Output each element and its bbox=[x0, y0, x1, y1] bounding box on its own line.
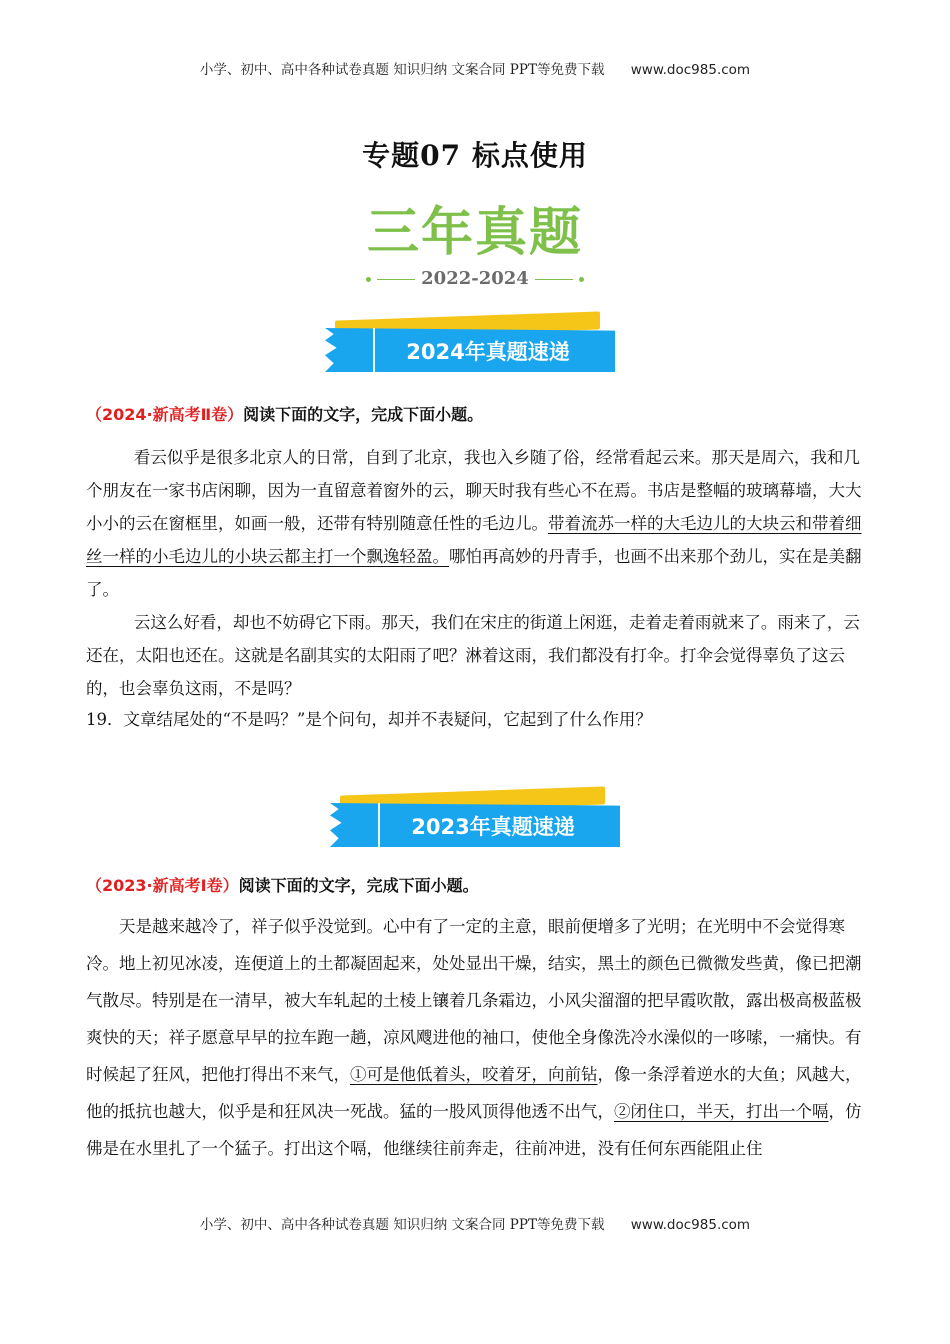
paragraph-2: 云这么好看，却也不妨碍它下雨。那天，我们在宋庄的街道上闲逛，走着走着雨就来了。雨来了，云还在，太阳也还在。这就是名副其实的太阳雨了吧？淋着这雨，我们都没有打伞。打伞会觉得辜负了这云的，也会辜负这雨，不是吗？ bbox=[86, 613, 860, 698]
banner-label: 2024年真题速递 bbox=[406, 340, 570, 364]
line-right bbox=[535, 279, 573, 280]
big-title: 三年真题 bbox=[366, 203, 583, 263]
text-seg-2: 显出干燥，结实，黑土的颜色已 bbox=[465, 954, 697, 973]
instruction: 阅读下面的文字，完成下面小题。 bbox=[243, 405, 484, 424]
header-url[interactable]: www.doc985.com bbox=[630, 62, 751, 78]
years-range bbox=[0, 268, 950, 289]
dot-left-icon bbox=[366, 277, 371, 282]
years-text: 2022-2024 bbox=[421, 268, 529, 289]
dot-right-icon bbox=[579, 277, 584, 282]
passage-2023 bbox=[86, 908, 876, 1167]
text-seg-1: 天是越来越冷了，祥子似乎没觉到。心中有了一定的主意，眼前便增多了光明；在光明中不会觉得寒冷。地上初见冰凌，连便道上的土都凝固起来， bbox=[86, 917, 845, 973]
underlined-sentence: 带着流苏一样的大毛边儿的大块云和带着细丝一样的小毛边儿的小块云都主打一个飘逸轻盈。 bbox=[86, 514, 862, 566]
banner-2023 bbox=[330, 791, 620, 851]
banner-label: 2023年真题速递 bbox=[411, 815, 575, 839]
header-text: 小学、初中、高中各种试卷真题 知识归纳 文案合同 PPT等免费下载 bbox=[199, 62, 605, 78]
question-heading-2024 bbox=[86, 402, 483, 425]
text-seg-6: ，仿佛是在水里扎了一个猛子。打出这个嗝，他继续往前奔走，往前冲进，没有任何东西能阻止住 bbox=[86, 1102, 862, 1158]
page-footer bbox=[0, 1213, 950, 1233]
banner-2024 bbox=[325, 316, 615, 376]
footer-url[interactable]: www.doc985.com bbox=[630, 1217, 751, 1233]
page-header bbox=[0, 58, 950, 78]
text-seg-4: 的拉车跑一趟，凉风飕进他的袖口，使他全身像洗冷水澡似的一哆嗦，一痛快。有时候起了狂风，把他打得出不来气， bbox=[86, 1028, 862, 1084]
emphasis-zaozao: 早早 bbox=[234, 1028, 268, 1047]
paragraph-1 bbox=[86, 441, 876, 606]
question-heading-2023 bbox=[86, 873, 479, 896]
emphasis-chuchu: 处处 bbox=[432, 954, 466, 973]
paragraph-1-text: 看云似乎是很多北京人的日常，自到了北京，我也入乡随了俗，经常看起云来。那天是周六，我和几个朋友在一家书店闲聊，因为一直留意着窗外的云，聊天时我有些心不在焉。书店是整幅的玻璃幕墙，大大小小的云在窗框里，如画一般，还带有特别随意任性的毛边儿。 bbox=[86, 448, 862, 533]
question-19: 19．文章结尾处的“不是吗？”是个问句，却并不表疑问，它起到了什么作用？ bbox=[86, 710, 652, 729]
source-label: （2024·新高考Ⅱ卷） bbox=[86, 405, 244, 424]
passage-2024 bbox=[86, 441, 876, 705]
paragraph-1-end: 哪怕再高妙的丹青手，也画不出来那个劲儿，实在是美翻了。 bbox=[86, 547, 862, 599]
line-left bbox=[377, 279, 415, 280]
footer-text: 小学、初中、高中各种试卷真题 知识归纳 文案合同 PPT等免费下载 bbox=[199, 1217, 605, 1233]
underlined-sentence-1: ①可是他低着头，咬着牙，向前钻 bbox=[350, 1065, 598, 1084]
source-label: （2023·新高考Ⅰ卷） bbox=[86, 876, 239, 895]
text-seg-3: 发些黄，像已把潮气散尽。特别是在一清早，被大车轧起的土棱上镶着几条霜边，小风尖溜溜的把早霞吹散，露出极高极蓝极爽快的天；祥子愿意 bbox=[86, 954, 862, 1047]
underlined-sentence-2: ②闭住口，半天，打出一个嗝 bbox=[614, 1102, 829, 1121]
instruction: 阅读下面的文字，完成下面小题。 bbox=[238, 876, 479, 895]
emphasis-weiwei: 微微 bbox=[696, 954, 730, 973]
passage-2023-text bbox=[86, 908, 876, 1167]
page-title: 专题07 标点使用 bbox=[362, 139, 588, 172]
text-seg-5: ，像一条浮着逆水的大鱼；风越大，他的抵抗也越大，似乎是和狂风决一死战。猛的一股风顶得他透不出气， bbox=[86, 1065, 862, 1121]
